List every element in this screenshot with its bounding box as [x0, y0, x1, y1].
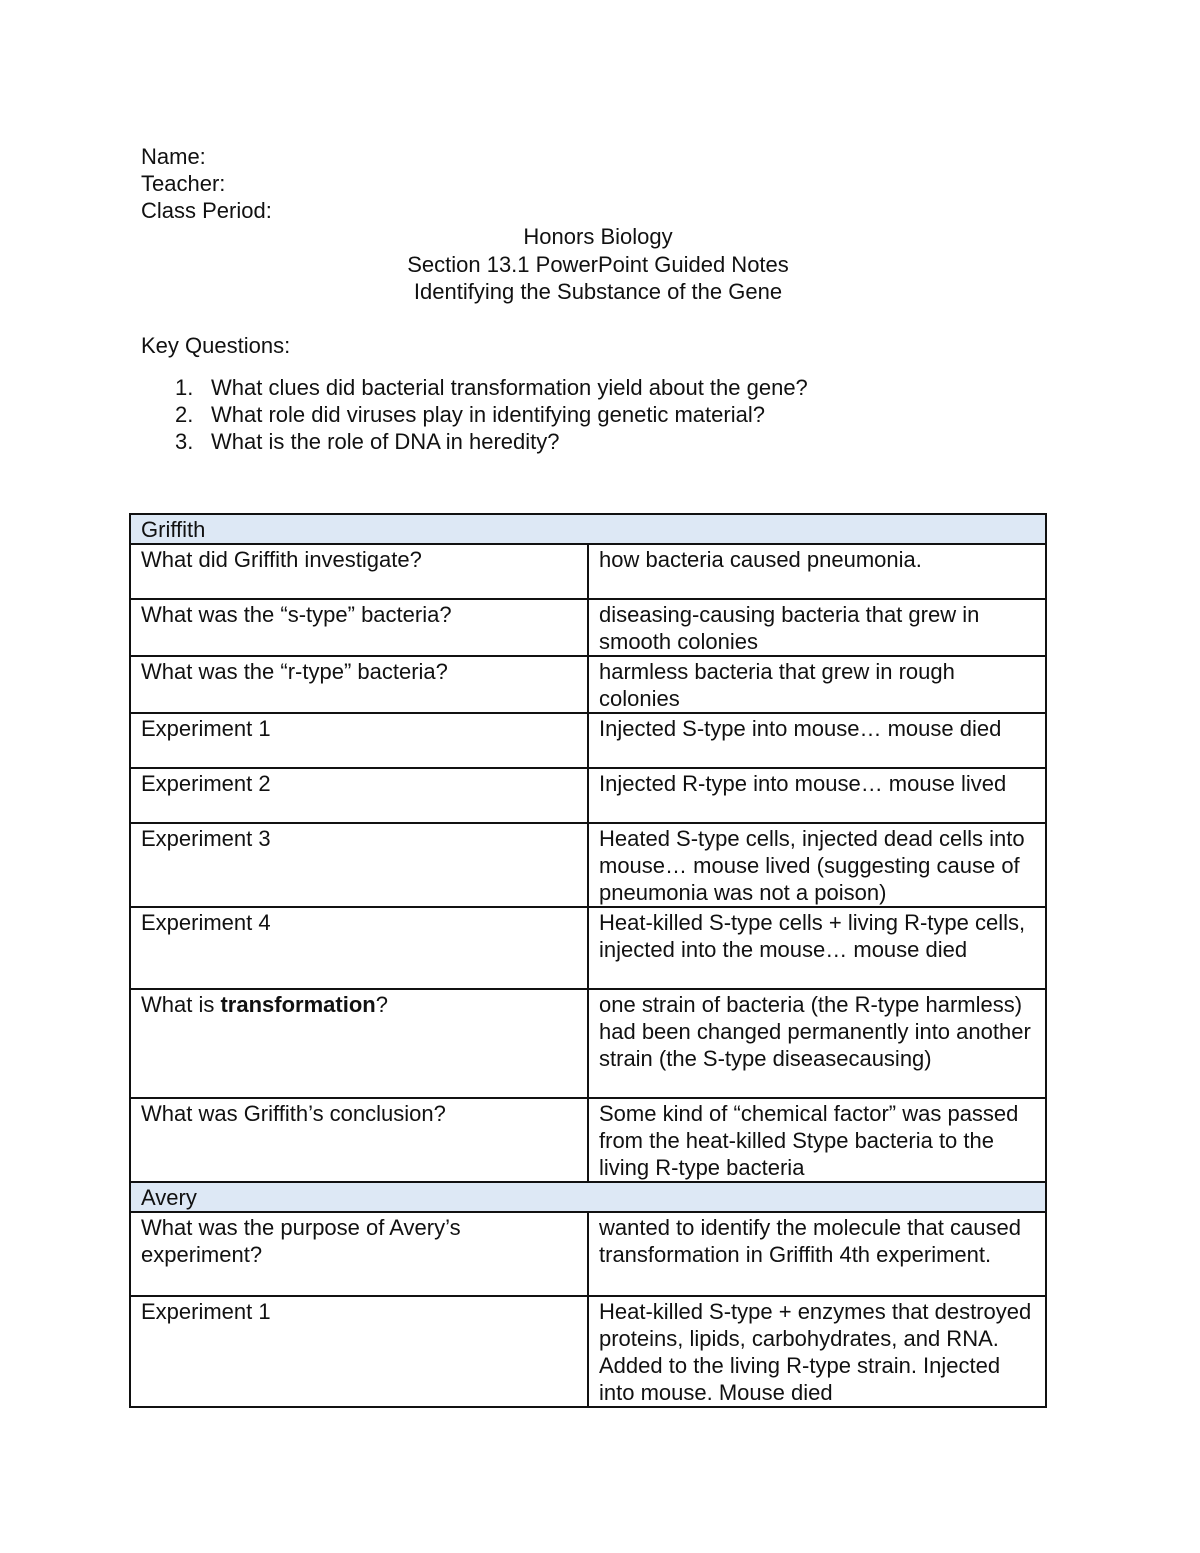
question-cell: What was Griffith’s conclusion?	[130, 1098, 588, 1182]
key-question	[141, 374, 808, 401]
key-question-text: What clues did bacterial transformation yield about the gene?	[211, 375, 808, 400]
title-block	[0, 223, 1196, 306]
section-header-griffith	[130, 514, 1046, 544]
answer-cell: how bacteria caused pneumonia.	[588, 544, 1046, 599]
section-heading: Griffith	[130, 514, 1046, 544]
table-row	[130, 599, 1046, 656]
table-row	[130, 1212, 1046, 1296]
class-period-label: Class Period:	[141, 198, 272, 223]
question-cell: What did Griffith investigate?	[130, 544, 588, 599]
answer-cell: Injected R-type into mouse… mouse lived	[588, 768, 1046, 823]
name-label: Name:	[141, 144, 206, 169]
question-cell: Experiment 3	[130, 823, 588, 907]
question-cell: What was the “s-type” bacteria?	[130, 599, 588, 656]
question-prefix: What is	[141, 992, 221, 1017]
question-cell: Experiment 1	[130, 713, 588, 768]
table-row	[130, 823, 1046, 907]
course-title: Honors Biology	[523, 224, 673, 249]
section-heading: Avery	[130, 1182, 1046, 1212]
section-header-avery	[130, 1182, 1046, 1212]
key-question	[141, 401, 808, 428]
answer-cell: Heat-killed S-type + enzymes that destroyed proteins, lipids, carbohydrates, and RNA. Added to the living R-type strain. Injected into mouse. Mouse died	[588, 1296, 1046, 1407]
topic-title: Identifying the Substance of the Gene	[413, 279, 783, 304]
answer-cell: wanted to identify the molecule that caused transformation in Griffith 4th experiment.	[588, 1212, 1046, 1296]
key-questions-list	[141, 374, 808, 455]
answer-cell: Heat-killed S-type cells + living R-type cells, injected into the mouse… mouse died	[588, 907, 1046, 989]
table-row	[130, 768, 1046, 823]
answer-cell: Injected S-type into mouse… mouse died	[588, 713, 1046, 768]
table-row	[130, 656, 1046, 713]
key-question-text: What is the role of DNA in heredity?	[211, 429, 560, 454]
question-cell: What was the purpose of Avery’s experiment?	[130, 1212, 588, 1296]
section-title: Section 13.1 PowerPoint Guided Notes	[407, 251, 789, 277]
answer-cell: Some kind of “chemical factor” was passed from the heat-killed Stype bacteria to the living R-type bacteria	[588, 1098, 1046, 1182]
key-question-number: 3.	[175, 429, 194, 454]
key-question-number: 1.	[175, 375, 194, 400]
question-cell	[130, 989, 588, 1098]
answer-cell: one strain of bacteria (the R-type harmless) had been changed permanently into another strain (the S-type diseasecausing)	[588, 989, 1046, 1098]
table-row	[130, 989, 1046, 1098]
key-question-text: What role did viruses play in identifying genetic material?	[211, 402, 765, 427]
student-info	[141, 143, 272, 224]
table-row	[130, 544, 1046, 599]
key-questions-heading: Key Questions:	[141, 333, 291, 358]
key-question	[141, 428, 808, 455]
answer-cell: harmless bacteria that grew in rough colonies	[588, 656, 1046, 713]
question-cell: Experiment 1	[130, 1296, 588, 1407]
answer-cell: diseasing-causing bacteria that grew in smooth colonies	[588, 599, 1046, 656]
table-row	[130, 713, 1046, 768]
table-row	[130, 907, 1046, 989]
key-question-number: 2.	[175, 402, 194, 427]
teacher-label: Teacher:	[141, 171, 226, 196]
answer-cell: Heated S-type cells, injected dead cells into mouse… mouse lived (suggesting cause of pneumonia was not a poison)	[588, 823, 1046, 907]
guided-notes-table	[129, 513, 1047, 1408]
question-cell: Experiment 2	[130, 768, 588, 823]
table-row	[130, 1098, 1046, 1182]
table-row	[130, 1296, 1046, 1407]
question-suffix: ?	[375, 992, 388, 1017]
question-cell: Experiment 4	[130, 907, 588, 989]
question-cell: What was the “r-type” bacteria?	[130, 656, 588, 713]
bold-term: transformation	[220, 992, 376, 1017]
